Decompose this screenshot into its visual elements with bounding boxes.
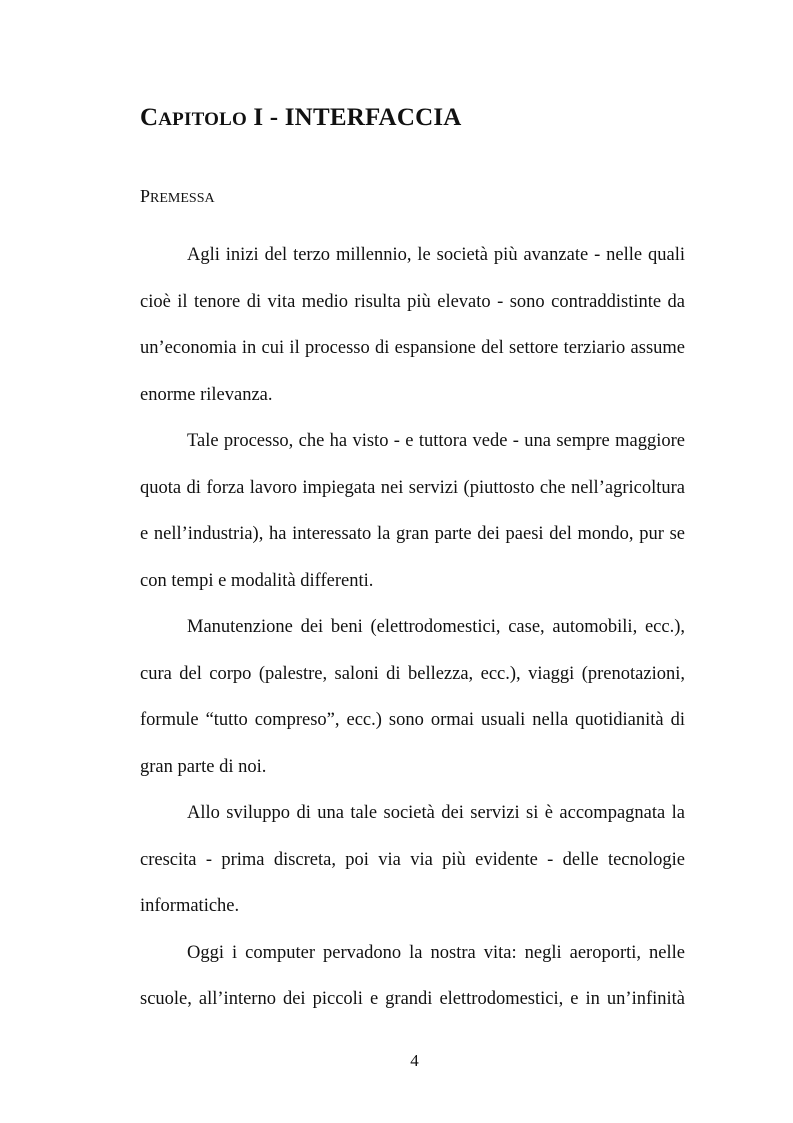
paragraph-5: Oggi i computer pervadono la nostra vita: negli aeroporti, nelle scuole, all’interno dei piccoli e grandi elettrodomestici, e in un’infinità xyxy=(140,942,685,1009)
paragraph-1: Agli inizi del terzo millennio, le società più avanzate - nelle quali cioè il tenore di vita medio risulta più elevato - sono contraddistinte da un’economia in cui il processo di espansione del settore terziario assume enorme rilevanza. xyxy=(140,245,685,405)
chapter-title-small-caps: APITOLO xyxy=(158,109,247,130)
chapter-title-initial: C xyxy=(140,104,159,131)
paragraph-4: Allo sviluppo di una tale società dei servizi si è accompagnata la crescita - prima discreta, poi via via più evidente - delle tecnologie informatiche. xyxy=(140,803,685,916)
section-heading-initial: P xyxy=(140,186,151,206)
section-heading xyxy=(140,186,215,207)
section-heading-small-caps: REMESSA xyxy=(150,191,215,206)
paragraph-2: Tale processo, che ha visto - e tuttora vede - una sempre maggiore quota di forza lavoro impiegata nei servizi (piuttosto che nell’agricoltura e nell’industria), ha interessato la gran parte dei paesi del mondo, pur se con tempi e modalità differenti. xyxy=(140,431,685,591)
paragraph-3: Manutenzione dei beni (elettrodomestici, case, automobili, ecc.), cura del corpo (palestre, saloni di bellezza, ecc.), viaggi (prenotazioni, formule “tutto compreso”, ecc.) sono ormai usuali nella quotidianità di gran parte di noi. xyxy=(140,617,685,777)
chapter-title xyxy=(140,104,462,132)
chapter-title-rest: I - INTERFACCIA xyxy=(246,104,462,131)
body-text xyxy=(140,232,685,1023)
page-number: 4 xyxy=(410,1051,419,1070)
